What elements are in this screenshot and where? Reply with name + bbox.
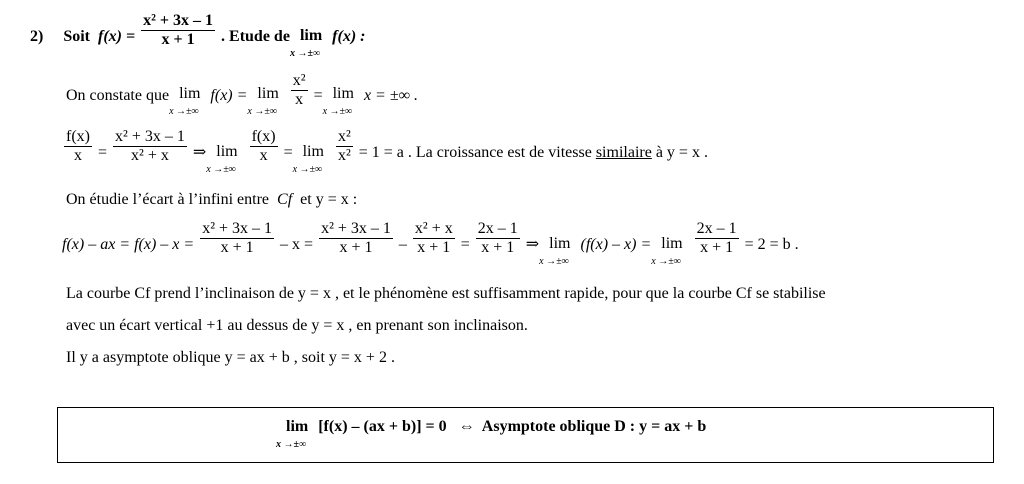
fraction-b: $\frac{\text{x² + 3x – 1}}{x + 1}$ bbox=[321, 220, 391, 256]
summary-limit: lim x →±∞ bbox=[276, 418, 309, 450]
etude-label: . Etude de bbox=[221, 28, 290, 46]
fraction-e: $\frac{2x - 1}{x + 1}$ bbox=[696, 220, 737, 256]
line-croissance: $\frac{f(x)}{x}$ = $\frac{\text{x² + 3x – 1}}{\text{x² + x}}$ ⇒ lim x →±∞ $\frac{f(x)}{x}$ = lim x →±∞ $\frac{\text{x²}}{\text{x²}}$ = 1 = a . La croissance est de vitesse similaire à y = x . bbox=[66, 128, 708, 175]
header-line bbox=[30, 12, 366, 59]
equivalence-arrow: ⇔ bbox=[458, 418, 475, 435]
fraction-fx-x: $\frac{f(x)}{x}$ bbox=[66, 128, 90, 164]
fraction-c: $\frac{\text{x² + x}}{x + 1}$ bbox=[414, 220, 453, 256]
fraction-fx-x-2: $\frac{f(x)}{x}$ bbox=[251, 128, 276, 164]
line-constate: On constate que lim x →±∞ f(x) = lim x →±∞ $\frac{\text{x²}}{x}$ = lim x →±∞ x = ±∞ . bbox=[66, 72, 419, 117]
fraction-x2-x: $\frac{\text{x²}}{x}$ bbox=[292, 72, 306, 108]
item-number: 2) bbox=[30, 28, 44, 46]
limit-4: lim x →±∞ bbox=[206, 143, 238, 175]
line-ecart-vertical: avec un écart vertical +1 au dessus de y = x , en prenant son inclinaison. bbox=[66, 317, 528, 334]
implies-arrow: ⇒ bbox=[192, 144, 207, 162]
limit-6: lim x →±∞ bbox=[539, 235, 571, 267]
header-limit: lim x →±∞ bbox=[289, 27, 323, 59]
underlined-word: similaire bbox=[595, 144, 652, 162]
limit-1: lim x →±∞ bbox=[169, 85, 201, 117]
summary-box bbox=[57, 407, 994, 463]
function-label: f(x) = bbox=[98, 28, 136, 46]
soit-label: Soit bbox=[63, 28, 90, 46]
fraction-ratio: $\frac{\text{x² + 3x – 1}}{\text{x² + x}}$ bbox=[115, 128, 185, 164]
function-fraction: $\frac{\text{x² + 3x – 1}}{x + 1}$ bbox=[143, 12, 214, 48]
summary-formula: lim x →±∞ [f(x) – (ax + b)] = 0 ⇔ Asymptote oblique D : y = ax + b bbox=[276, 418, 707, 450]
limit-2: lim x →±∞ bbox=[247, 85, 279, 117]
fraction-x2-x2: $\frac{\text{x²}}{\text{x²}}$ bbox=[337, 128, 351, 164]
line-courbe: La courbe Cf prend l’inclinaison de y = x , et le phénomène est suffisamment rapide, pour que la courbe Cf se stabilise bbox=[66, 285, 826, 302]
limit-3: lim x →±∞ bbox=[322, 85, 354, 117]
limit-5: lim x →±∞ bbox=[292, 143, 324, 175]
limit-7: lim x →±∞ bbox=[651, 235, 683, 267]
header-fx: f(x) : bbox=[332, 28, 366, 46]
curve-cf: Cf bbox=[277, 191, 293, 208]
line-asymptote: Il y a asymptote oblique y = ax + b , soit y = x + 2 . bbox=[66, 349, 395, 366]
implies-arrow-2: ⇒ bbox=[525, 236, 540, 254]
line-calcul: f(x) – ax = f(x) – x = $\frac{\text{x² + 3x – 1}}{x + 1}$ – x = $\frac{\text{x² + 3x – 1}}{x + 1}$ – $\frac{\text{x² + x}}{x + 1}$ = $\frac{2x - 1}{x + 1}$ ⇒ lim x →±∞ (f(x) – x) = lim x →±∞ $\frac{2x - 1}{x + 1}$ = 2 = b . bbox=[62, 220, 799, 267]
fraction-a: $\frac{\text{x² + 3x – 1}}{x + 1}$ bbox=[202, 220, 273, 256]
fraction-d: $\frac{2x - 1}{x + 1}$ bbox=[477, 220, 518, 256]
line-ecart: On étudie l’écart à l’infini entre Cf et y = x : bbox=[66, 191, 358, 208]
